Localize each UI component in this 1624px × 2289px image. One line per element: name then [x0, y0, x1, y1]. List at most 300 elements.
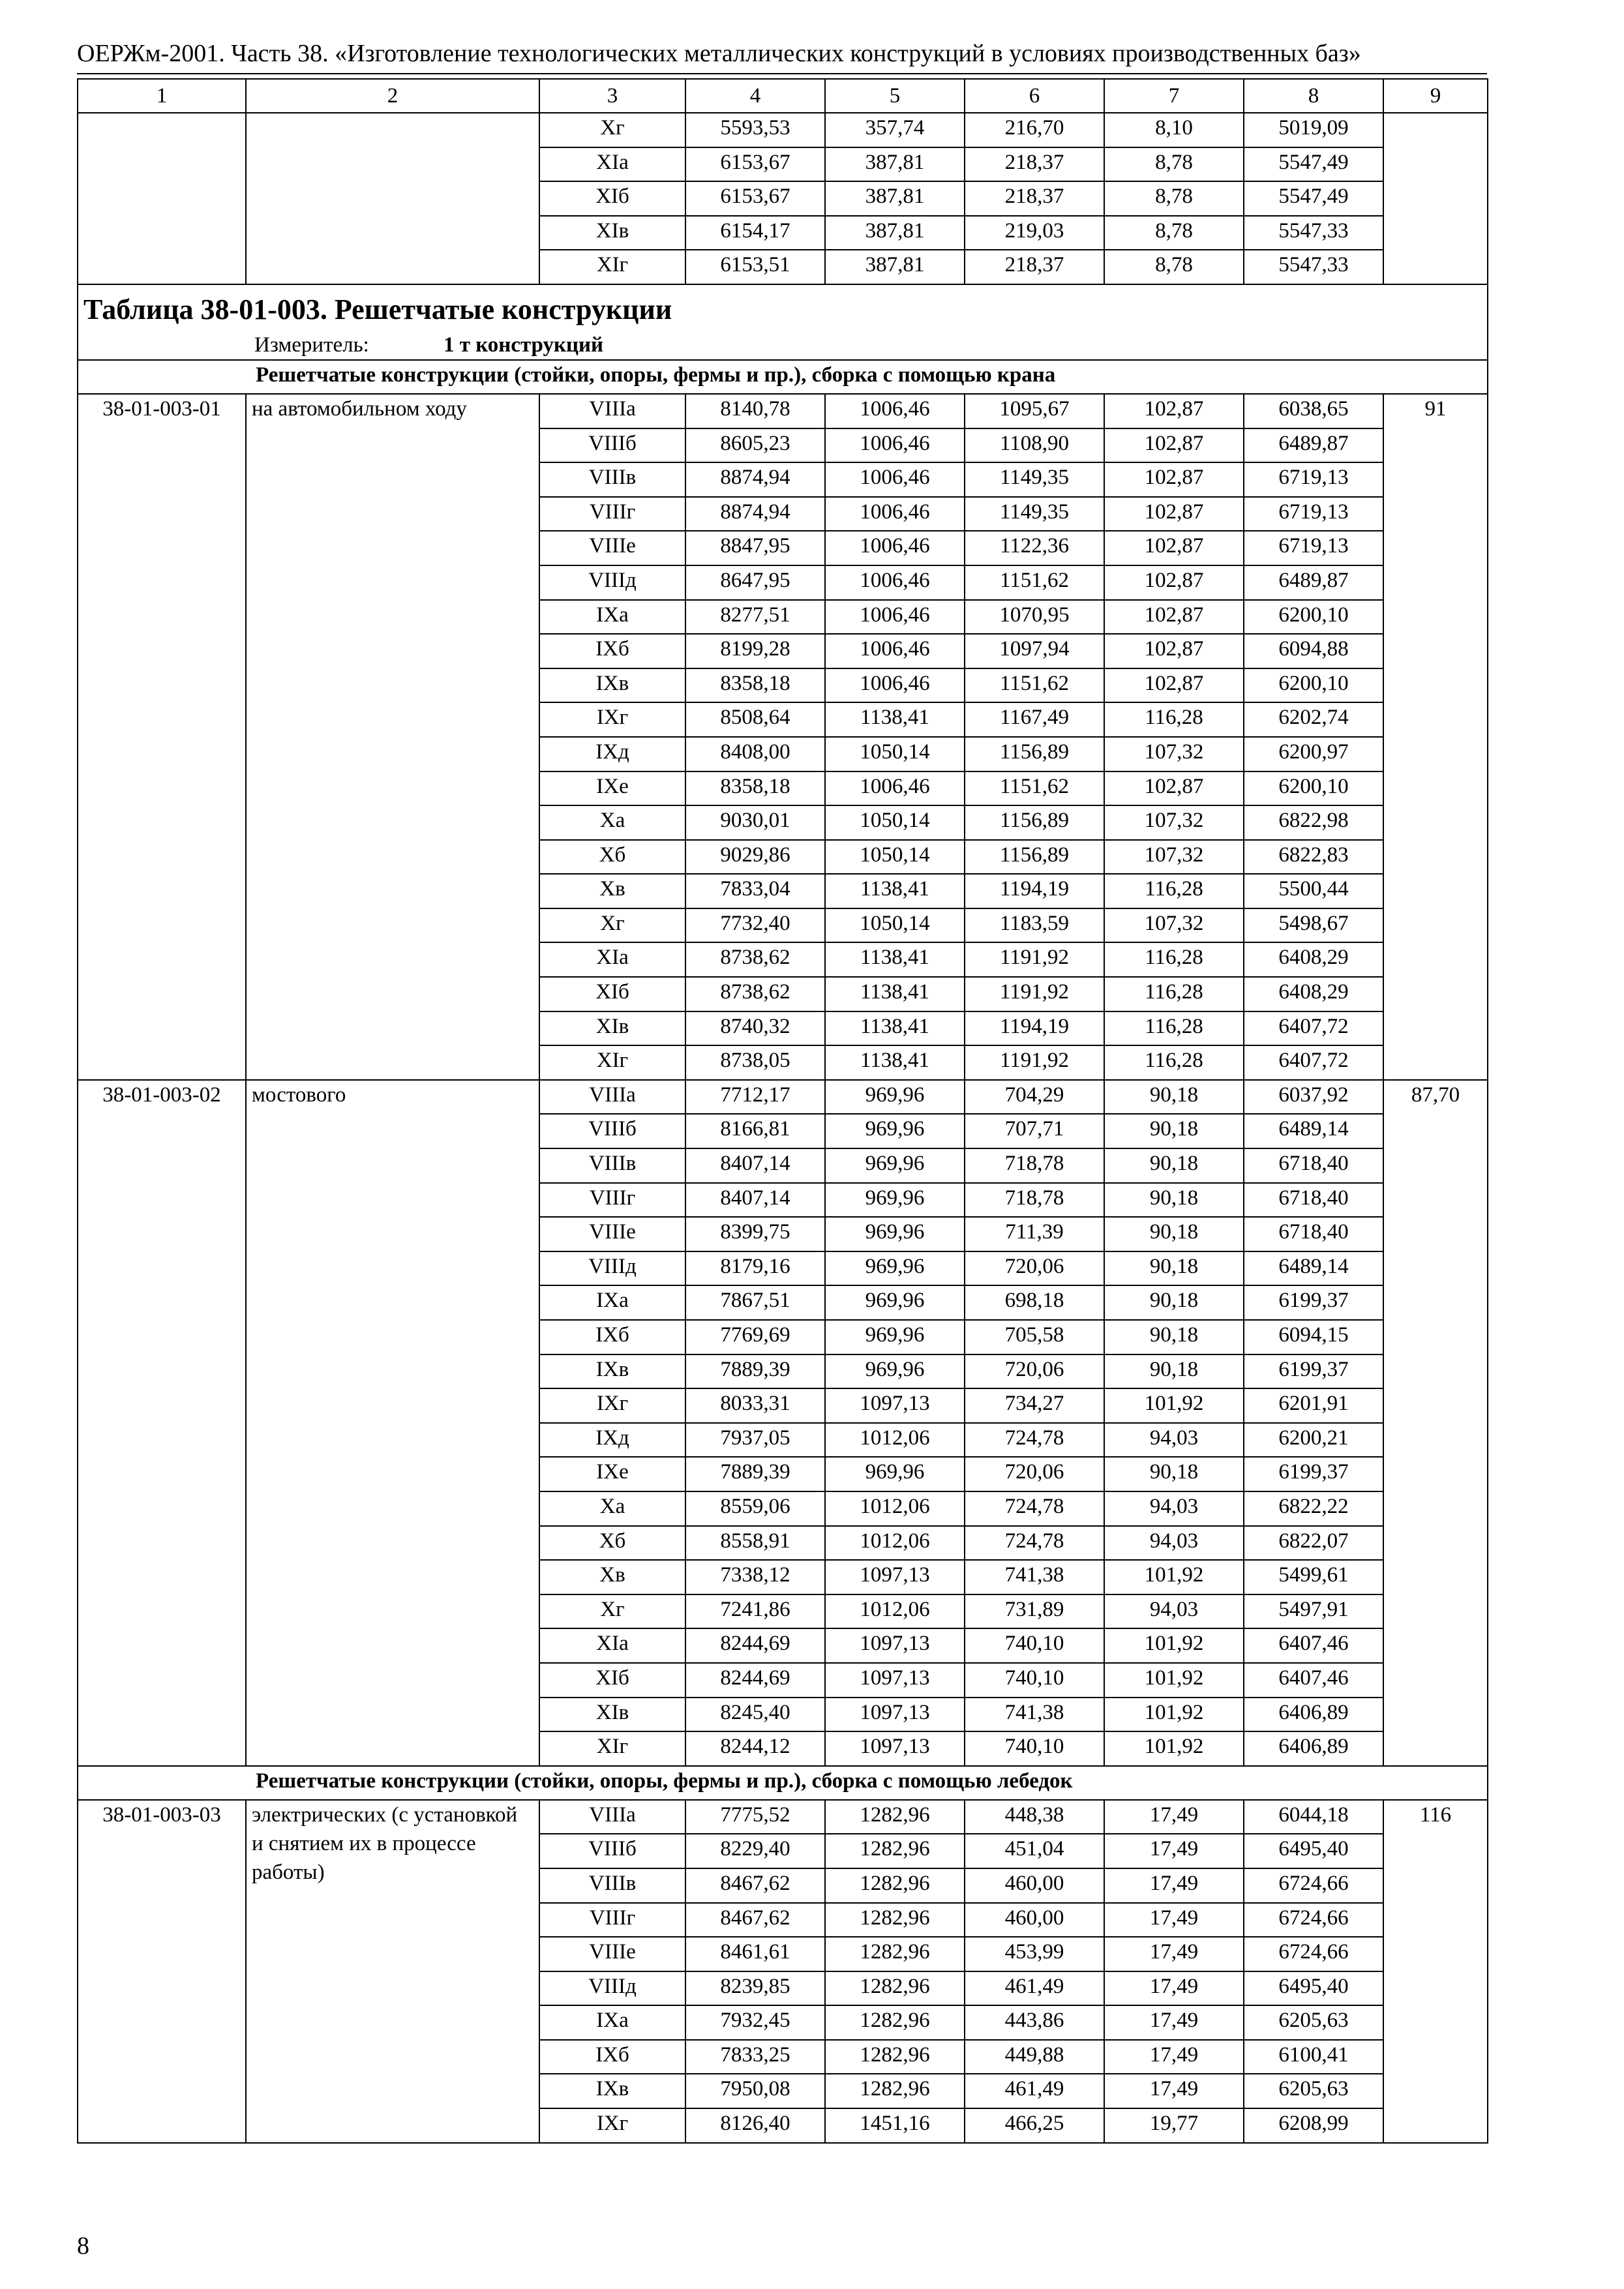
- materials-cost-cell: 6718,40: [1244, 1148, 1383, 1183]
- operator-wage-cell: 102,87: [1104, 497, 1244, 531]
- labor-cost-cell: 1138,41: [825, 977, 965, 1011]
- operator-wage-cell: 102,87: [1104, 428, 1244, 463]
- machine-cost-cell: 453,99: [965, 1937, 1104, 1971]
- materials-cost-cell: 6822,07: [1244, 1526, 1383, 1561]
- operator-wage-cell: 90,18: [1104, 1320, 1244, 1354]
- direct-cost-cell: 6153,51: [685, 250, 825, 284]
- labor-cost-cell: 969,96: [825, 1114, 965, 1148]
- column-number-cell: 5: [825, 79, 965, 113]
- labor-cost-cell: 1282,96: [825, 2074, 965, 2108]
- materials-cost-cell: 6822,98: [1244, 805, 1383, 840]
- direct-cost-cell: 8245,40: [685, 1698, 825, 1732]
- labor-cost-cell: 1012,06: [825, 1491, 965, 1526]
- machine-cost-cell: 720,06: [965, 1457, 1104, 1491]
- labor-cost-cell: 1097,13: [825, 1560, 965, 1594]
- operator-wage-cell: 17,49: [1104, 1903, 1244, 1937]
- resource-group-cell: XIб: [539, 977, 685, 1011]
- resource-group-cell: VIIIб: [539, 428, 685, 463]
- resource-group-cell: IXв: [539, 2074, 685, 2108]
- direct-cost-cell: 7241,86: [685, 1594, 825, 1629]
- direct-cost-cell: 8033,31: [685, 1388, 825, 1423]
- labor-cost-cell: 1097,13: [825, 1663, 965, 1698]
- operator-wage-cell: 90,18: [1104, 1148, 1244, 1183]
- operator-wage-cell: 17,49: [1104, 2074, 1244, 2108]
- name-cell: на автомобильном ходу: [246, 394, 539, 1080]
- direct-cost-cell: 7833,25: [685, 2040, 825, 2074]
- labor-cost-cell: 387,81: [825, 181, 965, 216]
- col9-cell: [1383, 113, 1488, 284]
- direct-cost-cell: 7867,51: [685, 1285, 825, 1320]
- column-numbers-row: [78, 79, 1488, 113]
- labor-cost-cell: 1097,13: [825, 1388, 965, 1423]
- direct-cost-cell: 6153,67: [685, 147, 825, 182]
- direct-cost-cell: 8166,81: [685, 1114, 825, 1148]
- machine-cost-cell: 1156,89: [965, 840, 1104, 875]
- materials-cost-cell: 6094,15: [1244, 1320, 1383, 1354]
- machine-cost-cell: 1151,62: [965, 668, 1104, 703]
- materials-cost-cell: 6200,10: [1244, 600, 1383, 635]
- materials-cost-cell: 6200,97: [1244, 737, 1383, 771]
- direct-cost-cell: 8508,64: [685, 702, 825, 737]
- operator-wage-cell: 90,18: [1104, 1354, 1244, 1389]
- materials-cost-cell: 6408,29: [1244, 977, 1383, 1011]
- materials-cost-cell: 5547,33: [1244, 250, 1383, 284]
- section-row: [78, 1766, 1488, 1800]
- labor-cost-cell: 969,96: [825, 1320, 965, 1354]
- machine-cost-cell: 460,00: [965, 1903, 1104, 1937]
- materials-cost-cell: 6205,63: [1244, 2074, 1383, 2108]
- col9-cell: 91: [1383, 394, 1488, 1080]
- operator-wage-cell: 17,49: [1104, 1971, 1244, 2006]
- materials-cost-cell: 6408,29: [1244, 942, 1383, 977]
- labor-cost-cell: 969,96: [825, 1217, 965, 1251]
- code-cell: 38-01-003-02: [78, 1080, 246, 1766]
- direct-cost-cell: 8239,85: [685, 1971, 825, 2006]
- operator-wage-cell: 90,18: [1104, 1183, 1244, 1218]
- direct-cost-cell: 8126,40: [685, 2108, 825, 2143]
- resource-group-cell: Xа: [539, 805, 685, 840]
- direct-cost-cell: 8229,40: [685, 1834, 825, 1868]
- machine-cost-cell: 466,25: [965, 2108, 1104, 2143]
- direct-cost-cell: 8559,06: [685, 1491, 825, 1526]
- resource-group-cell: VIIIа: [539, 1080, 685, 1115]
- labor-cost-cell: 1006,46: [825, 565, 965, 600]
- resource-group-cell: IXе: [539, 771, 685, 806]
- machine-cost-cell: 740,10: [965, 1663, 1104, 1698]
- labor-cost-cell: 1012,06: [825, 1526, 965, 1561]
- labor-cost-cell: 1138,41: [825, 942, 965, 977]
- resource-group-cell: XIб: [539, 1663, 685, 1698]
- materials-cost-cell: 6822,83: [1244, 840, 1383, 875]
- labor-cost-cell: 1097,13: [825, 1628, 965, 1663]
- machine-cost-cell: 741,38: [965, 1698, 1104, 1732]
- labor-cost-cell: 1138,41: [825, 874, 965, 908]
- operator-wage-cell: 101,92: [1104, 1698, 1244, 1732]
- direct-cost-cell: 8277,51: [685, 600, 825, 635]
- materials-cost-cell: 6822,22: [1244, 1491, 1383, 1526]
- labor-cost-cell: 969,96: [825, 1457, 965, 1491]
- resource-group-cell: VIIIд: [539, 1251, 685, 1286]
- operator-wage-cell: 107,32: [1104, 908, 1244, 943]
- code-cell: 38-01-003-01: [78, 394, 246, 1080]
- machine-cost-cell: 218,37: [965, 147, 1104, 182]
- resource-group-cell: VIIIд: [539, 1971, 685, 2006]
- direct-cost-cell: 5593,53: [685, 113, 825, 147]
- direct-cost-cell: 7712,17: [685, 1080, 825, 1115]
- direct-cost-cell: 8738,62: [685, 977, 825, 1011]
- direct-cost-cell: 8399,75: [685, 1217, 825, 1251]
- materials-cost-cell: 6407,72: [1244, 1045, 1383, 1080]
- operator-wage-cell: 19,77: [1104, 2108, 1244, 2143]
- machine-cost-cell: 448,38: [965, 1800, 1104, 1834]
- materials-cost-cell: 6200,21: [1244, 1423, 1383, 1458]
- table-row: [78, 1800, 1488, 1834]
- labor-cost-cell: 1138,41: [825, 1045, 965, 1080]
- operator-wage-cell: 8,78: [1104, 250, 1244, 284]
- resource-group-cell: VIIIд: [539, 565, 685, 600]
- machine-cost-cell: 704,29: [965, 1080, 1104, 1115]
- labor-cost-cell: 1451,16: [825, 2108, 965, 2143]
- labor-cost-cell: 1050,14: [825, 737, 965, 771]
- materials-cost-cell: 6201,91: [1244, 1388, 1383, 1423]
- table-title: Таблица 38-01-003. Решетчатые конструкции: [78, 284, 1488, 331]
- machine-cost-cell: 1122,36: [965, 531, 1104, 565]
- direct-cost-cell: 8461,61: [685, 1937, 825, 1971]
- machine-cost-cell: 1156,89: [965, 737, 1104, 771]
- materials-cost-cell: 6489,87: [1244, 428, 1383, 463]
- operator-wage-cell: 101,92: [1104, 1663, 1244, 1698]
- operator-wage-cell: 94,03: [1104, 1526, 1244, 1561]
- materials-cost-cell: 6100,41: [1244, 2040, 1383, 2074]
- direct-cost-cell: 8558,91: [685, 1526, 825, 1561]
- operator-wage-cell: 17,49: [1104, 1868, 1244, 1903]
- resource-group-cell: XIг: [539, 1045, 685, 1080]
- operator-wage-cell: 101,92: [1104, 1560, 1244, 1594]
- resource-group-cell: XIв: [539, 1011, 685, 1046]
- labor-cost-cell: 1012,06: [825, 1423, 965, 1458]
- operator-wage-cell: 102,87: [1104, 462, 1244, 497]
- materials-cost-cell: 5497,91: [1244, 1594, 1383, 1629]
- operator-wage-cell: 101,92: [1104, 1731, 1244, 1766]
- direct-cost-cell: 7775,52: [685, 1800, 825, 1834]
- direct-cost-cell: 8738,05: [685, 1045, 825, 1080]
- operator-wage-cell: 17,49: [1104, 1800, 1244, 1834]
- operator-wage-cell: 107,32: [1104, 840, 1244, 875]
- operator-wage-cell: 116,28: [1104, 1045, 1244, 1080]
- labor-cost-cell: 1097,13: [825, 1731, 965, 1766]
- machine-cost-cell: 1183,59: [965, 908, 1104, 943]
- machine-cost-cell: 740,10: [965, 1731, 1104, 1766]
- operator-wage-cell: 107,32: [1104, 805, 1244, 840]
- machine-cost-cell: 1191,92: [965, 1045, 1104, 1080]
- machine-cost-cell: 724,78: [965, 1423, 1104, 1458]
- resource-group-cell: XIв: [539, 216, 685, 250]
- materials-cost-cell: 6406,89: [1244, 1698, 1383, 1732]
- direct-cost-cell: 6153,67: [685, 181, 825, 216]
- labor-cost-cell: 1006,46: [825, 531, 965, 565]
- name-cell: мостового: [246, 1080, 539, 1766]
- labor-cost-cell: 969,96: [825, 1251, 965, 1286]
- machine-cost-cell: 731,89: [965, 1594, 1104, 1629]
- operator-wage-cell: 102,87: [1104, 565, 1244, 600]
- labor-cost-cell: 1006,46: [825, 668, 965, 703]
- operator-wage-cell: 17,49: [1104, 1834, 1244, 1868]
- materials-cost-cell: 5498,67: [1244, 908, 1383, 943]
- labor-cost-cell: 1012,06: [825, 1594, 965, 1629]
- labor-cost-cell: 969,96: [825, 1080, 965, 1115]
- direct-cost-cell: 7950,08: [685, 2074, 825, 2108]
- labor-cost-cell: 1138,41: [825, 702, 965, 737]
- materials-cost-cell: 5547,33: [1244, 216, 1383, 250]
- column-number-cell: 9: [1383, 79, 1488, 113]
- operator-wage-cell: 17,49: [1104, 1937, 1244, 1971]
- machine-cost-cell: 219,03: [965, 216, 1104, 250]
- labor-cost-cell: 1006,46: [825, 497, 965, 531]
- machine-cost-cell: 218,37: [965, 250, 1104, 284]
- operator-wage-cell: 94,03: [1104, 1491, 1244, 1526]
- resource-group-cell: Xг: [539, 908, 685, 943]
- operator-wage-cell: 8,10: [1104, 113, 1244, 147]
- resource-group-cell: XIа: [539, 1628, 685, 1663]
- measure-row: [78, 331, 1488, 360]
- materials-cost-cell: 6495,40: [1244, 1971, 1383, 2006]
- materials-cost-cell: 6202,74: [1244, 702, 1383, 737]
- machine-cost-cell: 461,49: [965, 2074, 1104, 2108]
- resource-group-cell: IXб: [539, 634, 685, 668]
- resource-group-cell: Xв: [539, 874, 685, 908]
- resource-group-cell: VIIIв: [539, 1868, 685, 1903]
- materials-cost-cell: 6407,72: [1244, 1011, 1383, 1046]
- resource-group-cell: VIIIг: [539, 1903, 685, 1937]
- direct-cost-cell: 9030,01: [685, 805, 825, 840]
- machine-cost-cell: 216,70: [965, 113, 1104, 147]
- code-cell: [78, 113, 246, 284]
- labor-cost-cell: 387,81: [825, 250, 965, 284]
- resource-group-cell: IXг: [539, 702, 685, 737]
- direct-cost-cell: 7937,05: [685, 1423, 825, 1458]
- operator-wage-cell: 8,78: [1104, 181, 1244, 216]
- labor-cost-cell: 1282,96: [825, 1903, 965, 1937]
- resource-group-cell: Xв: [539, 1560, 685, 1594]
- direct-cost-cell: 7889,39: [685, 1457, 825, 1491]
- machine-cost-cell: 698,18: [965, 1285, 1104, 1320]
- labor-cost-cell: 357,74: [825, 113, 965, 147]
- resource-group-cell: Xг: [539, 113, 685, 147]
- operator-wage-cell: 90,18: [1104, 1217, 1244, 1251]
- resource-group-cell: Xг: [539, 1594, 685, 1629]
- machine-cost-cell: 734,27: [965, 1388, 1104, 1423]
- table-row: [78, 394, 1488, 428]
- running-header: ОЕРЖм-2001. Часть 38. «Изготовление технологических металлических конструкций в условиях производственных баз»: [77, 40, 1361, 67]
- direct-cost-cell: 8244,12: [685, 1731, 825, 1766]
- machine-cost-cell: 1108,90: [965, 428, 1104, 463]
- column-number-cell: 4: [685, 79, 825, 113]
- operator-wage-cell: 116,28: [1104, 942, 1244, 977]
- labor-cost-cell: 1282,96: [825, 2005, 965, 2040]
- materials-cost-cell: 6724,66: [1244, 1903, 1383, 1937]
- direct-cost-cell: 8179,16: [685, 1251, 825, 1286]
- labor-cost-cell: 1050,14: [825, 908, 965, 943]
- materials-cost-cell: 6719,13: [1244, 531, 1383, 565]
- machine-cost-cell: 707,71: [965, 1114, 1104, 1148]
- direct-cost-cell: 8199,28: [685, 634, 825, 668]
- machine-cost-cell: 218,37: [965, 181, 1104, 216]
- materials-cost-cell: 6044,18: [1244, 1800, 1383, 1834]
- operator-wage-cell: 102,87: [1104, 668, 1244, 703]
- resource-group-cell: IXв: [539, 668, 685, 703]
- resource-group-cell: XIг: [539, 1731, 685, 1766]
- rates-table: [77, 78, 1488, 2144]
- labor-cost-cell: 1006,46: [825, 394, 965, 428]
- materials-cost-cell: 6489,87: [1244, 565, 1383, 600]
- operator-wage-cell: 8,78: [1104, 147, 1244, 182]
- labor-cost-cell: 969,96: [825, 1285, 965, 1320]
- labor-cost-cell: 1097,13: [825, 1698, 965, 1732]
- materials-cost-cell: 6037,92: [1244, 1080, 1383, 1115]
- labor-cost-cell: 1282,96: [825, 1971, 965, 2006]
- operator-wage-cell: 94,03: [1104, 1594, 1244, 1629]
- machine-cost-cell: 1191,92: [965, 977, 1104, 1011]
- measure-value: 1 т конструкций: [444, 333, 604, 357]
- resource-group-cell: XIа: [539, 147, 685, 182]
- direct-cost-cell: 7732,40: [685, 908, 825, 943]
- labor-cost-cell: 1006,46: [825, 634, 965, 668]
- materials-cost-cell: 6718,40: [1244, 1183, 1383, 1218]
- resource-group-cell: VIIIв: [539, 462, 685, 497]
- operator-wage-cell: 101,92: [1104, 1388, 1244, 1423]
- machine-cost-cell: 451,04: [965, 1834, 1104, 1868]
- machine-cost-cell: 705,58: [965, 1320, 1104, 1354]
- name-cell: электрических (с установкой и снятием их в процессе работы): [246, 1800, 539, 2143]
- direct-cost-cell: 8407,14: [685, 1183, 825, 1218]
- measure-label: Измеритель:: [254, 333, 369, 357]
- direct-cost-cell: 8467,62: [685, 1903, 825, 1937]
- operator-wage-cell: 94,03: [1104, 1423, 1244, 1458]
- materials-cost-cell: 6205,63: [1244, 2005, 1383, 2040]
- resource-group-cell: VIIIв: [539, 1148, 685, 1183]
- labor-cost-cell: 1006,46: [825, 462, 965, 497]
- operator-wage-cell: 17,49: [1104, 2005, 1244, 2040]
- materials-cost-cell: 6719,13: [1244, 462, 1383, 497]
- table-row: [78, 113, 1488, 147]
- operator-wage-cell: 102,87: [1104, 531, 1244, 565]
- operator-wage-cell: 116,28: [1104, 977, 1244, 1011]
- direct-cost-cell: 8467,62: [685, 1868, 825, 1903]
- operator-wage-cell: 116,28: [1104, 702, 1244, 737]
- operator-wage-cell: 8,78: [1104, 216, 1244, 250]
- materials-cost-cell: 6724,66: [1244, 1868, 1383, 1903]
- machine-cost-cell: 724,78: [965, 1491, 1104, 1526]
- resource-group-cell: Xб: [539, 840, 685, 875]
- header-rule: [77, 73, 1487, 74]
- machine-cost-cell: 1167,49: [965, 702, 1104, 737]
- resource-group-cell: IXб: [539, 1320, 685, 1354]
- direct-cost-cell: 8358,18: [685, 771, 825, 806]
- col9-cell: 87,70: [1383, 1080, 1488, 1766]
- labor-cost-cell: 1282,96: [825, 2040, 965, 2074]
- machine-cost-cell: 1149,35: [965, 497, 1104, 531]
- machine-cost-cell: 718,78: [965, 1183, 1104, 1218]
- direct-cost-cell: 8140,78: [685, 394, 825, 428]
- materials-cost-cell: 6199,37: [1244, 1354, 1383, 1389]
- resource-group-cell: XIв: [539, 1698, 685, 1732]
- labor-cost-cell: 1006,46: [825, 600, 965, 635]
- direct-cost-cell: 7932,45: [685, 2005, 825, 2040]
- machine-cost-cell: 720,06: [965, 1354, 1104, 1389]
- resource-group-cell: IXа: [539, 1285, 685, 1320]
- materials-cost-cell: 6208,99: [1244, 2108, 1383, 2143]
- labor-cost-cell: 969,96: [825, 1354, 965, 1389]
- labor-cost-cell: 1282,96: [825, 1868, 965, 1903]
- operator-wage-cell: 90,18: [1104, 1251, 1244, 1286]
- operator-wage-cell: 90,18: [1104, 1080, 1244, 1115]
- column-number-cell: 8: [1244, 79, 1383, 113]
- materials-cost-cell: 6094,88: [1244, 634, 1383, 668]
- labor-cost-cell: 1282,96: [825, 1937, 965, 1971]
- operator-wage-cell: 101,92: [1104, 1628, 1244, 1663]
- direct-cost-cell: 8407,14: [685, 1148, 825, 1183]
- labor-cost-cell: 1282,96: [825, 1800, 965, 1834]
- materials-cost-cell: 5500,44: [1244, 874, 1383, 908]
- direct-cost-cell: 8847,95: [685, 531, 825, 565]
- resource-group-cell: IXа: [539, 2005, 685, 2040]
- resource-group-cell: VIIIг: [539, 497, 685, 531]
- machine-cost-cell: 718,78: [965, 1148, 1104, 1183]
- direct-cost-cell: 8738,62: [685, 942, 825, 977]
- operator-wage-cell: 90,18: [1104, 1114, 1244, 1148]
- labor-cost-cell: 1050,14: [825, 805, 965, 840]
- resource-group-cell: IXд: [539, 1423, 685, 1458]
- materials-cost-cell: 6495,40: [1244, 1834, 1383, 1868]
- direct-cost-cell: 6154,17: [685, 216, 825, 250]
- operator-wage-cell: 116,28: [1104, 1011, 1244, 1046]
- materials-cost-cell: 6489,14: [1244, 1251, 1383, 1286]
- direct-cost-cell: 8647,95: [685, 565, 825, 600]
- operator-wage-cell: 107,32: [1104, 737, 1244, 771]
- section-row: [78, 360, 1488, 394]
- labor-cost-cell: 387,81: [825, 216, 965, 250]
- materials-cost-cell: 6407,46: [1244, 1663, 1383, 1698]
- machine-cost-cell: 449,88: [965, 2040, 1104, 2074]
- machine-cost-cell: 724,78: [965, 1526, 1104, 1561]
- machine-cost-cell: 1194,19: [965, 874, 1104, 908]
- materials-cost-cell: 5547,49: [1244, 147, 1383, 182]
- direct-cost-cell: 9029,86: [685, 840, 825, 875]
- machine-cost-cell: 461,49: [965, 1971, 1104, 2006]
- materials-cost-cell: 6719,13: [1244, 497, 1383, 531]
- operator-wage-cell: 102,87: [1104, 600, 1244, 635]
- resource-group-cell: VIIIа: [539, 1800, 685, 1834]
- column-number-cell: 3: [539, 79, 685, 113]
- machine-cost-cell: 1070,95: [965, 600, 1104, 635]
- table-title-row: [78, 284, 1488, 331]
- materials-cost-cell: 6718,40: [1244, 1217, 1383, 1251]
- page-number: 8: [77, 2232, 89, 2260]
- column-number-cell: 1: [78, 79, 246, 113]
- machine-cost-cell: 741,38: [965, 1560, 1104, 1594]
- materials-cost-cell: 5499,61: [1244, 1560, 1383, 1594]
- resource-group-cell: XIг: [539, 250, 685, 284]
- machine-cost-cell: 443,86: [965, 2005, 1104, 2040]
- operator-wage-cell: 17,49: [1104, 2040, 1244, 2074]
- direct-cost-cell: 8605,23: [685, 428, 825, 463]
- direct-cost-cell: 7833,04: [685, 874, 825, 908]
- labor-cost-cell: 1006,46: [825, 771, 965, 806]
- materials-cost-cell: 6200,10: [1244, 668, 1383, 703]
- machine-cost-cell: 1095,67: [965, 394, 1104, 428]
- resource-group-cell: VIIIб: [539, 1834, 685, 1868]
- name-cell: [246, 113, 539, 284]
